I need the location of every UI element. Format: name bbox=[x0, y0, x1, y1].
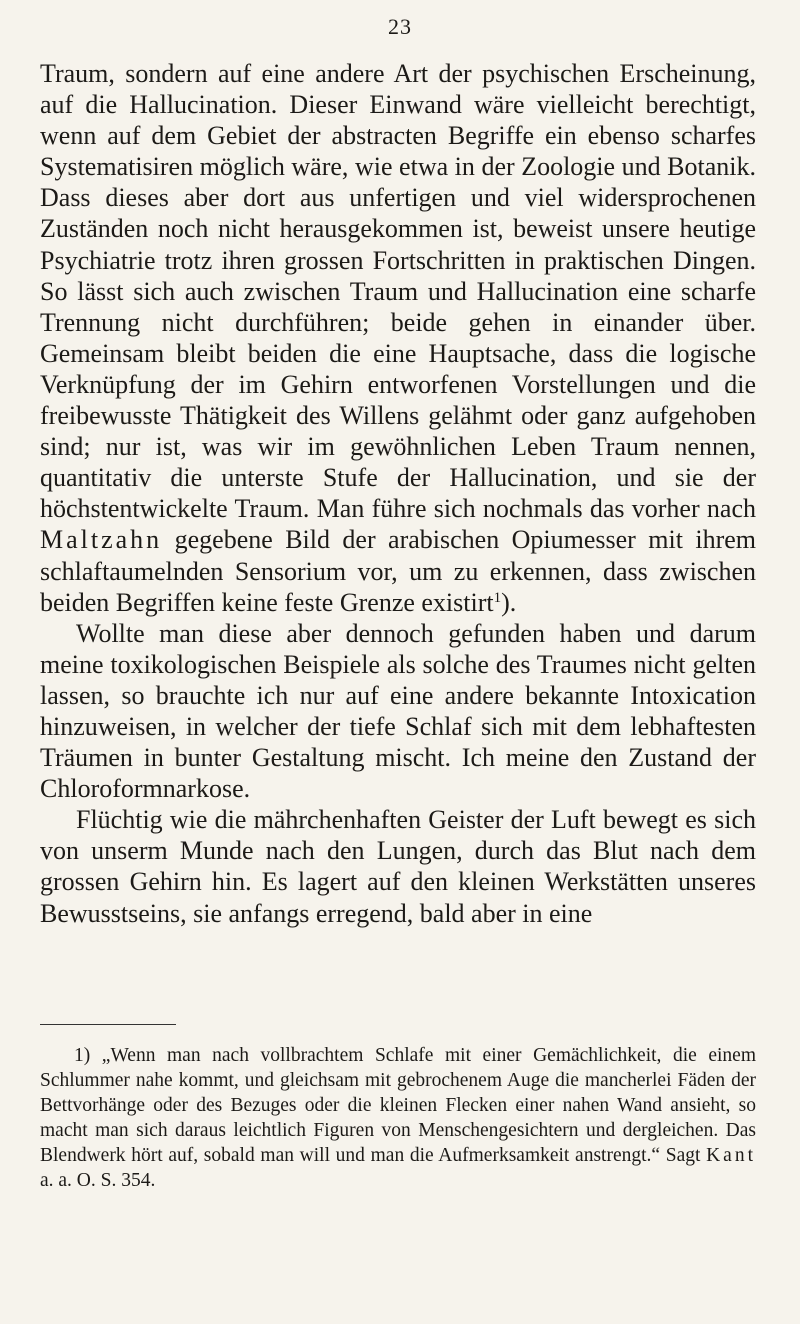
paragraph-1 bbox=[40, 58, 756, 618]
footnote-1 bbox=[40, 1043, 756, 1194]
footnote-divider bbox=[40, 1024, 176, 1025]
footnote-text-a: 1) „Wenn man nach vollbrachtem Schlafe mit einer Gemächlichkeit, die einem Schlummer nahe kommt, und gleichsam mit gebrochenem Auge die mancherlei Fäden der Bettvorhänge oder des Bezuges oder die kleinen Flecken einer nahen Wand ansieht, so macht man sich daraus leichtlich Figuren von Menschengesichtern und dergleichen. Das Blendwerk hört auf, sobald man will und man die Aufmerksamkeit anstrengt.“ Sagt bbox=[40, 1045, 756, 1167]
author-name-kant: Kant bbox=[706, 1145, 756, 1167]
footnotes bbox=[40, 1043, 756, 1194]
paragraph-1-text-a: Traum, sondern auf eine andere Art der psychischen Erscheinung, auf die Hallucination. Dieser Einwand wäre vielleicht berechtigt, wenn auf dem Gebiet der abstracten Begriffe ein ebenso scharfes Systematisiren möglich wäre, wie etwa in der Zoologie und Botanik. Dass dieses aber dort aus unfertigen und viel widersprochenen Zuständen noch nicht herausgekommen ist, beweist unsere heutige Psychiatrie trotz ihren grossen Fortschritten in praktischen Dingen. So lässt sich auch zwischen Traum und Hallucination eine scharfe Trennung nicht durchführen; beide gehen in einander über. Gemeinsam bleibt beiden die eine Hauptsache, dass die logische Verknüpfung der im Gehirn entworfenen Vorstellungen und die freibewusste Thätigkeit des Willens gelähmt oder ganz aufgehoben sind; nur ist, was wir im gewöhnlichen Leben Traum nennen, quantitativ die unterste Stufe der Hallucination, und sie der höchstentwickelte Traum. Man führe sich nochmals das vorher nach bbox=[40, 59, 756, 524]
paragraph-1-text-b: gegebene Bild der arabischen Opiumesser mit ihrem schlaftaumelnden Sensorium vor, um zu erkennen, dass zwischen beiden Begriffen keine feste Grenze existirt bbox=[40, 525, 756, 617]
main-text bbox=[40, 58, 756, 929]
footnote-reference: 1 bbox=[493, 589, 502, 606]
paragraph-2: Wollte man diese aber dennoch gefunden haben und darum meine toxikologischen Beispiele als solche des Traumes nicht gelten lassen, so brauchte ich nur auf eine andere bekannte Intoxication hinzuweisen, in welcher der tiefe Schlaf sich mit dem lebhaftesten Träumen in bunter Gestaltung mischt. Ich meine den Zustand der Chloroformnarkose. bbox=[40, 618, 756, 804]
paragraph-1-text-c: ). bbox=[501, 587, 517, 617]
paragraph-3: Flüchtig wie die mährchenhaften Geister der Luft bewegt es sich von unserm Munde nach den Lungen, durch das Blut nach dem grossen Gehirn hin. Es lagert auf den kleinen Werkstätten unseres Bewusstseins, sie anfangs erregend, bald aber in eine bbox=[40, 805, 756, 928]
author-name-maltzahn: Maltzahn bbox=[40, 525, 163, 555]
footnote-text-b: a. a. O. S. 354. bbox=[40, 1170, 156, 1192]
page-number: 23 bbox=[388, 14, 412, 39]
